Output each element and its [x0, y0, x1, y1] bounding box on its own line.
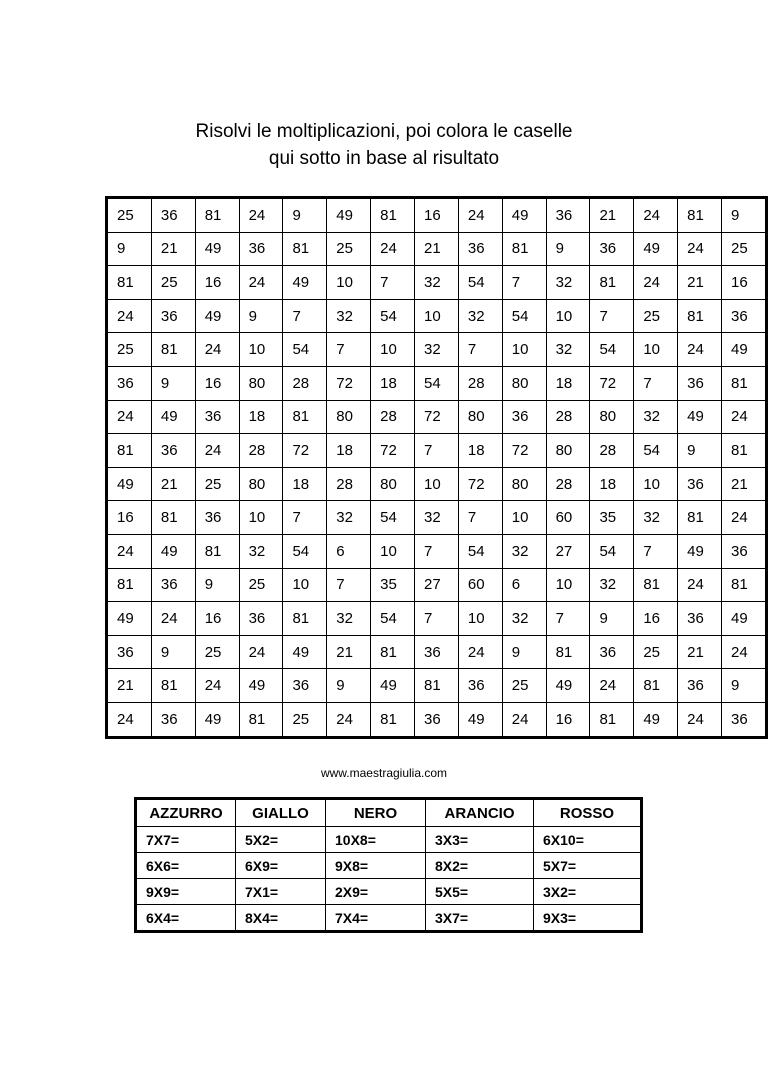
grid-cell[interactable]: 7 [415, 434, 459, 468]
grid-cell[interactable]: 28 [546, 400, 590, 434]
key-row [136, 879, 642, 905]
grid-cell[interactable]: 6 [327, 534, 371, 568]
grid-cell[interactable]: 7 [634, 534, 678, 568]
grid-cell[interactable]: 49 [283, 635, 327, 669]
title-line-2: qui sotto in base al risultato [268, 148, 500, 169]
grid-cell[interactable]: 72 [458, 467, 502, 501]
grid-cell[interactable]: 54 [371, 501, 415, 535]
grid-cell[interactable]: 81 [678, 198, 722, 233]
grid-cell[interactable]: 49 [107, 467, 152, 501]
grid-cell[interactable]: 32 [415, 266, 459, 300]
grid-cell[interactable]: 25 [502, 669, 546, 703]
worksheet-title [0, 118, 768, 172]
grid-cell[interactable]: 10 [371, 333, 415, 367]
grid-cell[interactable]: 72 [502, 434, 546, 468]
grid-cell[interactable]: 49 [634, 702, 678, 737]
grid-cell[interactable]: 36 [151, 434, 195, 468]
grid-cell[interactable]: 10 [634, 333, 678, 367]
grid-cell[interactable]: 21 [151, 232, 195, 266]
grid-cell[interactable]: 7 [458, 333, 502, 367]
grid-row [107, 501, 767, 535]
grid-row [107, 669, 767, 703]
grid-cell[interactable]: 24 [239, 198, 283, 233]
grid-cell[interactable]: 36 [283, 669, 327, 703]
key-problem: 3X7= [426, 905, 534, 932]
grid-cell[interactable]: 81 [678, 501, 722, 535]
grid-cell[interactable]: 36 [678, 669, 722, 703]
grid-cell[interactable]: 16 [546, 702, 590, 737]
grid-cell[interactable]: 32 [502, 602, 546, 636]
grid-cell[interactable]: 36 [458, 232, 502, 266]
grid-cell[interactable]: 54 [634, 434, 678, 468]
grid-cell[interactable]: 35 [590, 501, 634, 535]
grid-cell[interactable]: 60 [458, 568, 502, 602]
grid-cell[interactable]: 16 [722, 266, 767, 300]
grid-cell[interactable]: 36 [722, 702, 767, 737]
grid-cell[interactable]: 49 [634, 232, 678, 266]
grid-cell[interactable]: 24 [678, 702, 722, 737]
grid-cell[interactable]: 49 [458, 702, 502, 737]
grid-cell[interactable]: 36 [151, 702, 195, 737]
grid-row [107, 232, 767, 266]
grid-row [107, 602, 767, 636]
grid-cell[interactable]: 24 [327, 702, 371, 737]
grid-cell[interactable]: 27 [546, 534, 590, 568]
grid-cell[interactable]: 25 [107, 198, 152, 233]
grid-cell[interactable]: 54 [590, 333, 634, 367]
grid-cell[interactable]: 54 [371, 602, 415, 636]
grid-cell[interactable]: 10 [415, 299, 459, 333]
grid-cell[interactable]: 18 [283, 467, 327, 501]
grid-cell[interactable]: 80 [502, 467, 546, 501]
grid-cell[interactable]: 81 [107, 434, 152, 468]
grid-cell[interactable]: 54 [371, 299, 415, 333]
grid-cell[interactable]: 25 [634, 635, 678, 669]
grid-cell[interactable]: 49 [327, 198, 371, 233]
grid-cell[interactable]: 7 [458, 501, 502, 535]
grid-cell[interactable]: 18 [458, 434, 502, 468]
grid-cell[interactable]: 54 [502, 299, 546, 333]
grid-cell[interactable]: 81 [371, 702, 415, 737]
grid-cell[interactable]: 35 [371, 568, 415, 602]
grid-cell[interactable]: 36 [415, 702, 459, 737]
key-problem: 10X8= [326, 827, 426, 853]
grid-cell[interactable]: 81 [195, 198, 239, 233]
grid-cell[interactable]: 28 [371, 400, 415, 434]
grid-cell[interactable]: 16 [195, 366, 239, 400]
grid-cell[interactable]: 10 [283, 568, 327, 602]
grid-cell[interactable]: 81 [722, 434, 767, 468]
grid-cell[interactable]: 24 [722, 501, 767, 535]
grid-cell[interactable]: 36 [546, 198, 590, 233]
grid-cell[interactable]: 27 [415, 568, 459, 602]
grid-cell[interactable]: 54 [415, 366, 459, 400]
grid-cell[interactable]: 36 [195, 501, 239, 535]
grid-cell[interactable]: 49 [195, 299, 239, 333]
grid-cell[interactable]: 18 [327, 434, 371, 468]
grid-row [107, 366, 767, 400]
key-header-giallo: GIALLO [236, 799, 326, 827]
grid-cell[interactable]: 7 [371, 266, 415, 300]
grid-cell[interactable]: 81 [239, 702, 283, 737]
grid-cell[interactable]: 80 [239, 467, 283, 501]
grid-cell[interactable]: 9 [502, 635, 546, 669]
grid-row [107, 400, 767, 434]
grid-cell[interactable]: 7 [502, 266, 546, 300]
grid-cell[interactable]: 24 [107, 400, 152, 434]
grid-cell[interactable]: 81 [722, 568, 767, 602]
key-row [136, 827, 642, 853]
grid-cell[interactable]: 24 [678, 333, 722, 367]
grid-cell[interactable]: 80 [458, 400, 502, 434]
grid-cell[interactable]: 81 [283, 400, 327, 434]
grid-cell[interactable]: 24 [678, 568, 722, 602]
key-problem: 7X7= [136, 827, 236, 853]
grid-cell[interactable]: 60 [546, 501, 590, 535]
key-problem: 5X7= [534, 853, 642, 879]
key-row [136, 905, 642, 932]
grid-cell[interactable]: 24 [371, 232, 415, 266]
grid-cell[interactable]: 36 [415, 635, 459, 669]
grid-cell[interactable]: 25 [107, 333, 152, 367]
grid-cell[interactable]: 25 [151, 266, 195, 300]
grid-cell[interactable]: 9 [722, 198, 767, 233]
key-header-nero: NERO [326, 799, 426, 827]
key-problem: 6X10= [534, 827, 642, 853]
grid-cell[interactable]: 32 [546, 333, 590, 367]
grid-cell[interactable]: 49 [107, 602, 152, 636]
grid-cell[interactable]: 21 [590, 198, 634, 233]
grid-cell[interactable]: 25 [722, 232, 767, 266]
grid-cell[interactable]: 9 [151, 635, 195, 669]
grid-cell[interactable]: 49 [502, 198, 546, 233]
color-key-table [134, 797, 643, 933]
grid-cell[interactable]: 72 [371, 434, 415, 468]
grid-cell[interactable]: 10 [546, 299, 590, 333]
grid-cell[interactable]: 36 [590, 232, 634, 266]
grid-cell[interactable]: 24 [195, 333, 239, 367]
grid-cell[interactable]: 72 [283, 434, 327, 468]
grid-cell[interactable]: 32 [239, 534, 283, 568]
grid-cell[interactable]: 80 [239, 366, 283, 400]
grid-cell[interactable]: 10 [327, 266, 371, 300]
grid-cell[interactable]: 7 [634, 366, 678, 400]
grid-cell[interactable]: 10 [634, 467, 678, 501]
grid-cell[interactable]: 32 [327, 299, 371, 333]
key-problem: 7X1= [236, 879, 326, 905]
grid-cell[interactable]: 49 [678, 534, 722, 568]
grid-cell[interactable]: 24 [634, 198, 678, 233]
key-problem: 2X9= [326, 879, 426, 905]
grid-cell[interactable]: 24 [195, 434, 239, 468]
key-header-row [136, 799, 642, 827]
grid-cell[interactable]: 21 [327, 635, 371, 669]
grid-cell[interactable]: 10 [502, 501, 546, 535]
key-header-azzurro: AZZURRO [136, 799, 236, 827]
grid-cell[interactable]: 49 [151, 534, 195, 568]
grid-cell[interactable]: 7 [415, 534, 459, 568]
grid-cell[interactable]: 36 [195, 400, 239, 434]
key-problem: 5X5= [426, 879, 534, 905]
key-problem: 6X9= [236, 853, 326, 879]
grid-cell[interactable]: 24 [239, 635, 283, 669]
grid-cell[interactable]: 24 [239, 266, 283, 300]
grid-cell[interactable]: 81 [634, 568, 678, 602]
grid-cell[interactable]: 80 [502, 366, 546, 400]
grid-cell[interactable]: 16 [634, 602, 678, 636]
grid-cell[interactable]: 28 [283, 366, 327, 400]
title-line-1: Risolvi le moltiplicazioni, poi colora le caselle [195, 121, 573, 142]
grid-cell[interactable]: 28 [327, 467, 371, 501]
key-problem: 6X6= [136, 853, 236, 879]
grid-cell[interactable]: 81 [590, 702, 634, 737]
grid-cell[interactable]: 10 [371, 534, 415, 568]
grid-cell[interactable]: 25 [195, 635, 239, 669]
grid-row [107, 198, 767, 233]
grid-cell[interactable]: 54 [283, 333, 327, 367]
grid-cell[interactable]: 28 [458, 366, 502, 400]
grid-cell[interactable]: 18 [371, 366, 415, 400]
website-credit: www.maestragiulia.com [320, 766, 448, 780]
grid-cell[interactable]: 36 [722, 534, 767, 568]
grid-cell[interactable]: 10 [239, 333, 283, 367]
grid-cell[interactable]: 36 [590, 635, 634, 669]
grid-cell[interactable]: 81 [634, 669, 678, 703]
grid-cell[interactable]: 32 [634, 400, 678, 434]
grid-cell[interactable]: 21 [151, 467, 195, 501]
key-problem: 5X2= [236, 827, 326, 853]
grid-cell[interactable]: 32 [458, 299, 502, 333]
key-problem: 7X4= [326, 905, 426, 932]
grid-cell[interactable]: 81 [678, 299, 722, 333]
grid-cell[interactable]: 81 [151, 669, 195, 703]
grid-cell[interactable]: 9 [283, 198, 327, 233]
grid-cell[interactable]: 49 [239, 669, 283, 703]
grid-cell[interactable]: 49 [195, 232, 239, 266]
grid-cell[interactable]: 81 [283, 602, 327, 636]
grid-cell[interactable]: 36 [678, 467, 722, 501]
key-header-arancio: ARANCIO [426, 799, 534, 827]
grid-cell[interactable]: 25 [327, 232, 371, 266]
grid-cell[interactable]: 9 [195, 568, 239, 602]
grid-cell[interactable]: 54 [590, 534, 634, 568]
grid-cell[interactable]: 18 [590, 467, 634, 501]
grid-cell[interactable]: 21 [107, 669, 152, 703]
grid-cell[interactable]: 81 [722, 366, 767, 400]
grid-cell[interactable]: 81 [371, 198, 415, 233]
grid-cell[interactable]: 72 [415, 400, 459, 434]
grid-cell[interactable]: 49 [151, 400, 195, 434]
key-problem: 8X2= [426, 853, 534, 879]
grid-row [107, 702, 767, 737]
key-row [136, 853, 642, 879]
grid-row [107, 635, 767, 669]
grid-cell[interactable]: 28 [546, 467, 590, 501]
grid-row [107, 467, 767, 501]
grid-cell[interactable]: 49 [722, 602, 767, 636]
grid-cell[interactable]: 36 [239, 232, 283, 266]
grid-row [107, 266, 767, 300]
grid-cell[interactable]: 81 [283, 232, 327, 266]
grid-cell[interactable]: 32 [327, 602, 371, 636]
grid-cell[interactable]: 24 [107, 299, 152, 333]
grid-cell[interactable]: 72 [590, 366, 634, 400]
grid-cell[interactable]: 54 [458, 534, 502, 568]
grid-cell[interactable]: 28 [590, 434, 634, 468]
grid-cell[interactable]: 80 [546, 434, 590, 468]
grid-cell[interactable]: 24 [722, 400, 767, 434]
grid-cell[interactable]: 36 [151, 198, 195, 233]
grid-cell[interactable]: 24 [195, 669, 239, 703]
grid-cell[interactable]: 24 [458, 198, 502, 233]
grid-cell[interactable]: 16 [195, 266, 239, 300]
grid-cell[interactable]: 36 [722, 299, 767, 333]
grid-row [107, 568, 767, 602]
grid-cell[interactable]: 32 [415, 501, 459, 535]
grid-cell[interactable]: 7 [283, 501, 327, 535]
grid-cell[interactable]: 10 [546, 568, 590, 602]
grid-cell[interactable]: 81 [502, 232, 546, 266]
grid-cell[interactable]: 7 [327, 568, 371, 602]
grid-cell[interactable]: 81 [107, 266, 152, 300]
key-problem: 9X9= [136, 879, 236, 905]
grid-cell[interactable]: 7 [590, 299, 634, 333]
grid-cell[interactable]: 81 [151, 501, 195, 535]
grid-cell[interactable]: 25 [283, 702, 327, 737]
grid-cell[interactable]: 25 [239, 568, 283, 602]
grid-cell[interactable]: 81 [415, 669, 459, 703]
grid-row [107, 333, 767, 367]
key-header-rosso: ROSSO [534, 799, 642, 827]
grid-cell[interactable]: 25 [195, 467, 239, 501]
grid-cell[interactable]: 16 [107, 501, 152, 535]
grid-cell[interactable]: 81 [590, 266, 634, 300]
grid-cell[interactable]: 49 [283, 266, 327, 300]
grid-cell[interactable]: 36 [458, 669, 502, 703]
grid-cell[interactable]: 81 [371, 635, 415, 669]
grid-cell[interactable]: 36 [502, 400, 546, 434]
grid-cell[interactable]: 49 [371, 669, 415, 703]
grid-cell[interactable]: 32 [327, 501, 371, 535]
key-problem: 8X4= [236, 905, 326, 932]
grid-cell[interactable]: 32 [634, 501, 678, 535]
grid-row [107, 299, 767, 333]
grid-cell[interactable]: 9 [546, 232, 590, 266]
grid-cell[interactable]: 24 [678, 232, 722, 266]
grid-cell[interactable]: 7 [546, 602, 590, 636]
grid-cell[interactable]: 9 [678, 434, 722, 468]
grid-cell[interactable]: 9 [239, 299, 283, 333]
grid-cell[interactable]: 81 [195, 534, 239, 568]
grid-cell[interactable]: 32 [590, 568, 634, 602]
grid-cell[interactable]: 18 [546, 366, 590, 400]
grid-cell[interactable]: 18 [239, 400, 283, 434]
grid-cell[interactable]: 9 [722, 669, 767, 703]
grid-cell[interactable]: 24 [107, 702, 152, 737]
grid-cell[interactable]: 36 [239, 602, 283, 636]
grid-row [107, 534, 767, 568]
grid-cell[interactable]: 10 [415, 467, 459, 501]
grid-cell[interactable]: 16 [415, 198, 459, 233]
grid-cell[interactable]: 36 [151, 299, 195, 333]
grid-cell[interactable]: 54 [283, 534, 327, 568]
grid-cell[interactable]: 81 [546, 635, 590, 669]
coloring-grid [105, 196, 768, 739]
grid-cell[interactable]: 10 [458, 602, 502, 636]
grid-cell[interactable]: 10 [502, 333, 546, 367]
key-problem: 9X8= [326, 853, 426, 879]
grid-cell[interactable]: 49 [678, 400, 722, 434]
key-problem: 3X3= [426, 827, 534, 853]
grid-cell[interactable]: 49 [722, 333, 767, 367]
grid-cell[interactable]: 49 [546, 669, 590, 703]
grid-cell[interactable]: 32 [546, 266, 590, 300]
grid-cell[interactable]: 36 [107, 366, 152, 400]
key-problem: 6X4= [136, 905, 236, 932]
grid-cell[interactable]: 7 [327, 333, 371, 367]
grid-cell[interactable]: 10 [239, 501, 283, 535]
grid-cell[interactable]: 24 [634, 266, 678, 300]
grid-cell[interactable]: 80 [327, 400, 371, 434]
grid-cell[interactable]: 49 [195, 702, 239, 737]
grid-cell[interactable]: 6 [502, 568, 546, 602]
grid-cell[interactable]: 24 [722, 635, 767, 669]
grid-cell[interactable]: 32 [415, 333, 459, 367]
grid-cell[interactable]: 81 [107, 568, 152, 602]
grid-cell[interactable]: 36 [678, 602, 722, 636]
grid-cell[interactable]: 24 [502, 702, 546, 737]
grid-cell[interactable]: 9 [590, 602, 634, 636]
grid-cell[interactable]: 21 [678, 266, 722, 300]
grid-cell[interactable]: 36 [151, 568, 195, 602]
grid-cell[interactable]: 21 [678, 635, 722, 669]
key-problem: 3X2= [534, 879, 642, 905]
key-problem: 9X3= [534, 905, 642, 932]
grid-row [107, 434, 767, 468]
grid-cell[interactable]: 9 [107, 232, 152, 266]
grid-cell[interactable]: 21 [415, 232, 459, 266]
grid-cell[interactable]: 24 [590, 669, 634, 703]
grid-cell[interactable]: 24 [107, 534, 152, 568]
grid-cell[interactable]: 24 [458, 635, 502, 669]
grid-cell[interactable]: 80 [371, 467, 415, 501]
grid-cell[interactable]: 32 [502, 534, 546, 568]
grid-cell[interactable]: 21 [722, 467, 767, 501]
grid-cell[interactable]: 25 [634, 299, 678, 333]
grid-cell[interactable]: 80 [590, 400, 634, 434]
grid-cell[interactable]: 7 [415, 602, 459, 636]
grid-cell[interactable]: 81 [151, 333, 195, 367]
grid-cell[interactable]: 72 [327, 366, 371, 400]
grid-cell[interactable]: 28 [239, 434, 283, 468]
grid-cell[interactable]: 16 [195, 602, 239, 636]
grid-cell[interactable]: 9 [151, 366, 195, 400]
grid-cell[interactable]: 7 [283, 299, 327, 333]
grid-cell[interactable]: 9 [327, 669, 371, 703]
grid-cell[interactable]: 24 [151, 602, 195, 636]
grid-cell[interactable]: 36 [107, 635, 152, 669]
grid-cell[interactable]: 54 [458, 266, 502, 300]
grid-cell[interactable]: 36 [678, 366, 722, 400]
